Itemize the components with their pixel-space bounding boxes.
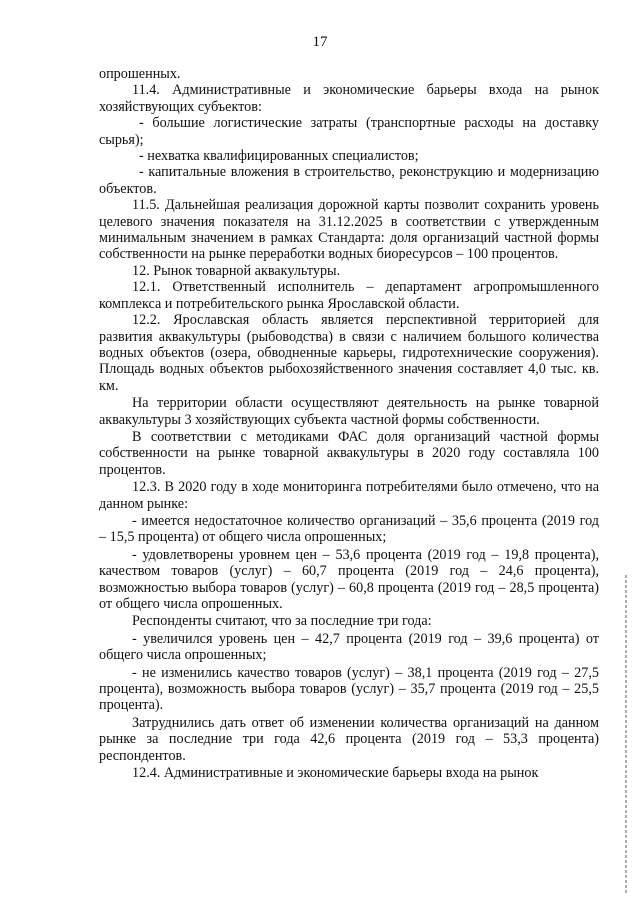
- paragraph: 12.3. В 2020 году в ходе мониторинга потребителями было отмечено, что на данном рынке:: [99, 479, 599, 512]
- scan-edge-mark: [625, 575, 627, 895]
- list-item: - не изменились качество товаров (услуг) – 38,1 процента (2019 год – 27,5 процента), возможность выбора товаров (услуг) – 35,7 процента (2019 год – 25,5 процента).: [99, 664, 599, 714]
- list-item: - увеличился уровень цен – 42,7 процента (2019 год – 39,6 процента) от общего числа опрошенных;: [99, 630, 599, 664]
- paragraph: 11.5. Дальнейшая реализация дорожной карты позволит сохранить уровень целевого значения показателя на 31.12.2025 в соответствии с утвержденным минимальным значением в рамках Стандарта: доля организаций частной формы собственности на рынке переработки водных биоресурсов – 100 процентов.: [99, 197, 599, 263]
- list-item: - капитальные вложения в строительство, реконструкцию и модернизацию объектов.: [99, 164, 599, 197]
- paragraph: 12.1. Ответственный исполнитель – департамент агропромышленного комплекса и потребительского рынка Ярославской области.: [99, 279, 599, 312]
- list-item: - имеется недостаточное количество организаций – 35,6 процента (2019 год – 15,5 процента) от общего числа опрошенных;: [99, 512, 599, 546]
- paragraph: В соответствии с методиками ФАС доля организаций частной формы собственности на рынке товарной аквакультуры в 2020 году составляла 100 процентов.: [99, 428, 599, 478]
- paragraph: Респонденты считают, что за последние три года:: [132, 613, 432, 630]
- list-item: - удовлетворены уровнем цен – 53,6 процента (2019 год – 19,8 процента), качеством товаров (услуг) – 60,7 процента (2019 год – 24,6 процента), возможностью выбора товаров (услуг) – 60,8 процента (2019 год – 28,5 процента) от общего числа опрошенных.: [99, 546, 599, 612]
- paragraph: опрошенных.: [99, 66, 181, 82]
- list-item: - большие логистические затраты (транспортные расходы на доставку сырья);: [99, 115, 599, 148]
- paragraph: На территории области осуществляют деятельность на рынке товарной аквакультуры 3 хозяйствующих субъекта частной формы собственности.: [99, 395, 599, 428]
- document-body: [99, 66, 599, 781]
- page-number: 17: [312, 34, 328, 50]
- paragraph: Затруднились дать ответ об изменении количества организаций на данном рынке за последние три года 42,6 процента (2019 год – 53,3 процента) респондентов.: [99, 714, 599, 764]
- section-heading: 12. Рынок товарной аквакультуры.: [132, 262, 341, 279]
- paragraph: 12.2. Ярославская область является перспективной территорией для развития аквакультуры (рыбоводства) в связи с наличием большого количества водных объектов (озера, обводненные карьеры, гидротехнические сооружения). Площадь водных объектов рыбохозяйственного значения составляет 4,0 тыс. кв. км.: [99, 312, 599, 394]
- list-item: - нехватка квалифицированных специалистов;: [139, 148, 419, 165]
- paragraph: 12.4. Административные и экономические барьеры входа на рынок: [132, 765, 539, 782]
- paragraph: 11.4. Административные и экономические барьеры входа на рынок хозяйствующих субъектов:: [99, 82, 599, 115]
